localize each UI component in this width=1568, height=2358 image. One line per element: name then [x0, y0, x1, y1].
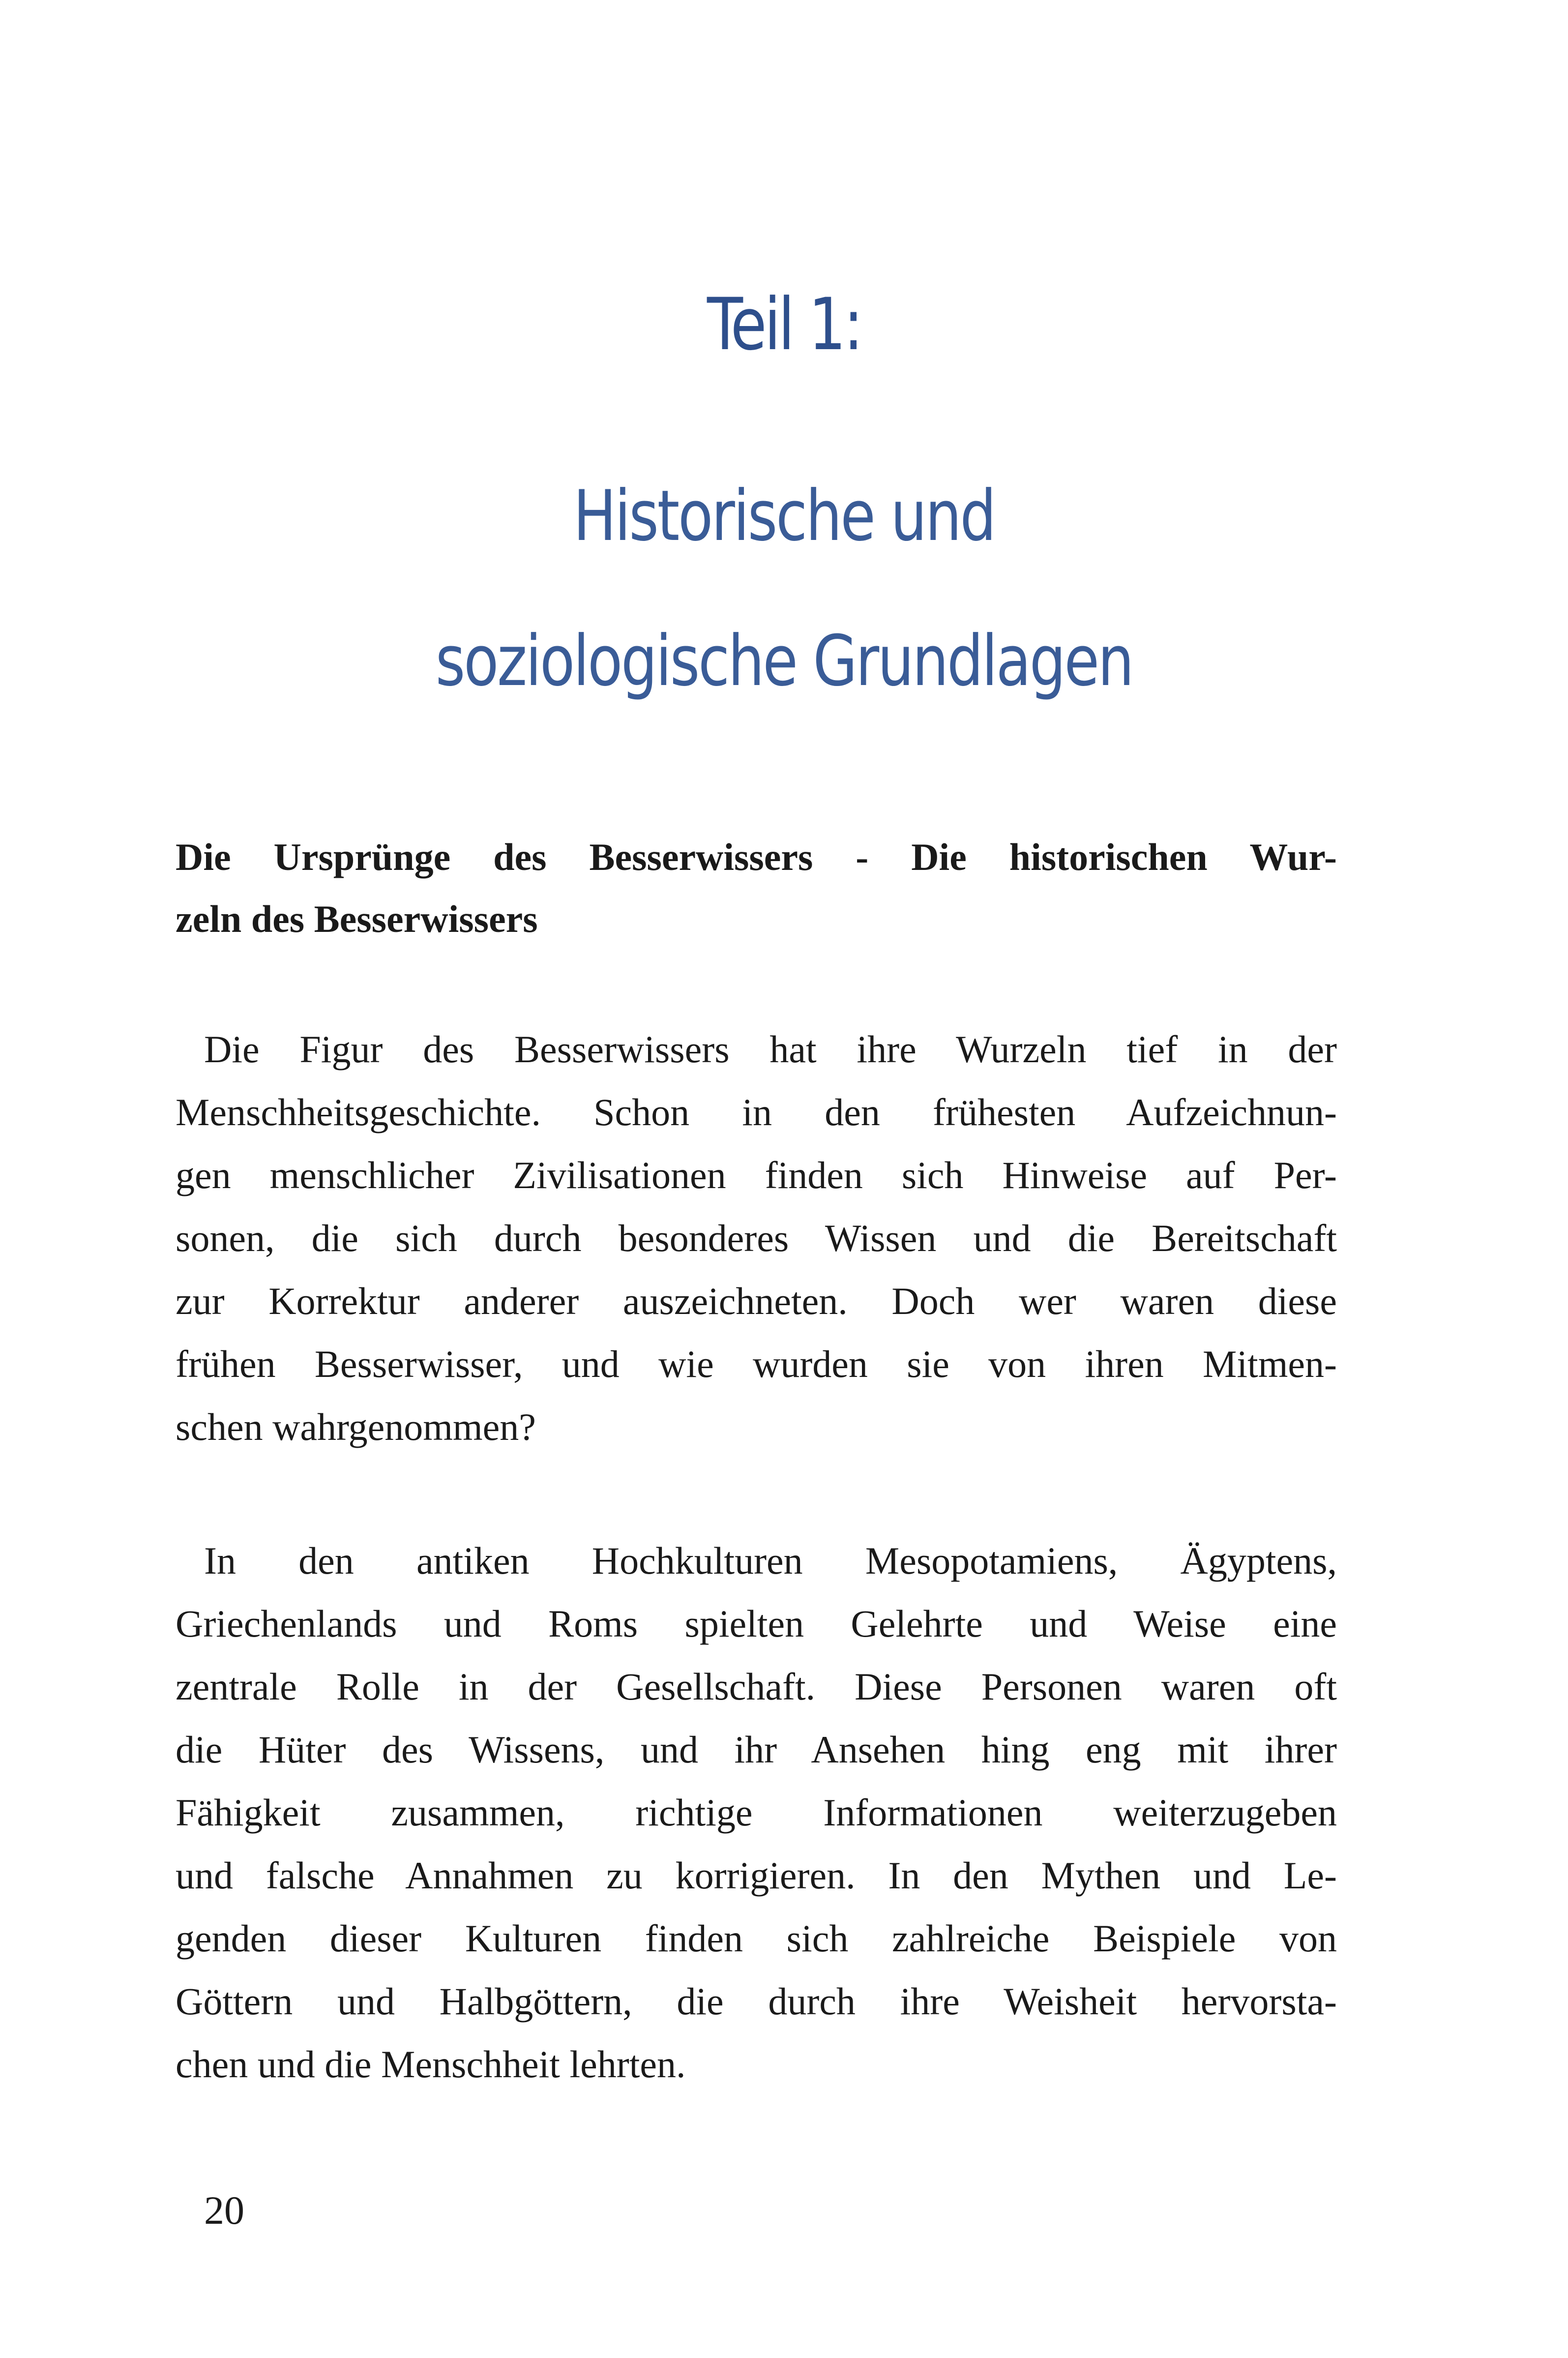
part-label: Teil 1: [707, 283, 861, 366]
paragraph-line: schen wahrgenommen? [176, 1405, 536, 1448]
chapter-subtitle-line-1: Historische und [573, 476, 995, 557]
page-number: 20 [204, 2188, 244, 2233]
section-heading [176, 826, 1337, 950]
paragraph-1 [176, 1018, 1337, 1459]
section-heading-line-1: Die Ursprünge des Besserwissers - Die historischen Wur- [176, 836, 1337, 878]
paragraph-line: Fähigkeit zusammen, richtige Informationen weiterzugeben [176, 1791, 1337, 1834]
paragraph-line: Die Figur des Besserwissers hat ihre Wurzeln tief in der [204, 1028, 1337, 1071]
paragraph-line: chen und die Menschheit lehrten. [176, 2043, 686, 2086]
paragraph-line: gen menschlicher Zivilisationen finden sich Hinweise auf Per- [176, 1154, 1337, 1196]
paragraph-line: In den antiken Hochkulturen Mesopotamiens, Ägyptens, [204, 1539, 1337, 1582]
paragraph-line: Griechenlands und Roms spielten Gelehrte und Weise eine [176, 1602, 1337, 1645]
paragraph-line: Göttern und Halbgöttern, die durch ihre Weisheit hervorsta- [176, 1980, 1337, 2023]
paragraph-line: zentrale Rolle in der Gesellschaft. Diese Personen waren oft [176, 1665, 1337, 1708]
paragraph-line: zur Korrektur anderer auszeichneten. Doch wer waren diese [176, 1280, 1337, 1322]
paragraph-line: genden dieser Kulturen finden sich zahlreiche Beispiele von [176, 1917, 1337, 1960]
paragraph-line: Menschheitsgeschichte. Schon in den frühesten Aufzeichnun- [176, 1091, 1337, 1134]
paragraph-line: sonen, die sich durch besonderes Wissen und die Bereitschaft [176, 1217, 1337, 1259]
paragraph-line: die Hüter des Wissens, und ihr Ansehen hing eng mit ihrer [176, 1728, 1337, 1771]
paragraph-line: und falsche Annahmen zu korrigieren. In den Mythen und Le- [176, 1854, 1337, 1897]
chapter-subtitle-line-2: soziologische Grundlagen [435, 621, 1133, 702]
paragraph-2 [176, 1529, 1337, 2096]
paragraph-line: frühen Besserwisser, und wie wurden sie von ihren Mitmen- [176, 1343, 1337, 1385]
section-heading-line-2: zeln des Besserwissers [176, 897, 538, 940]
